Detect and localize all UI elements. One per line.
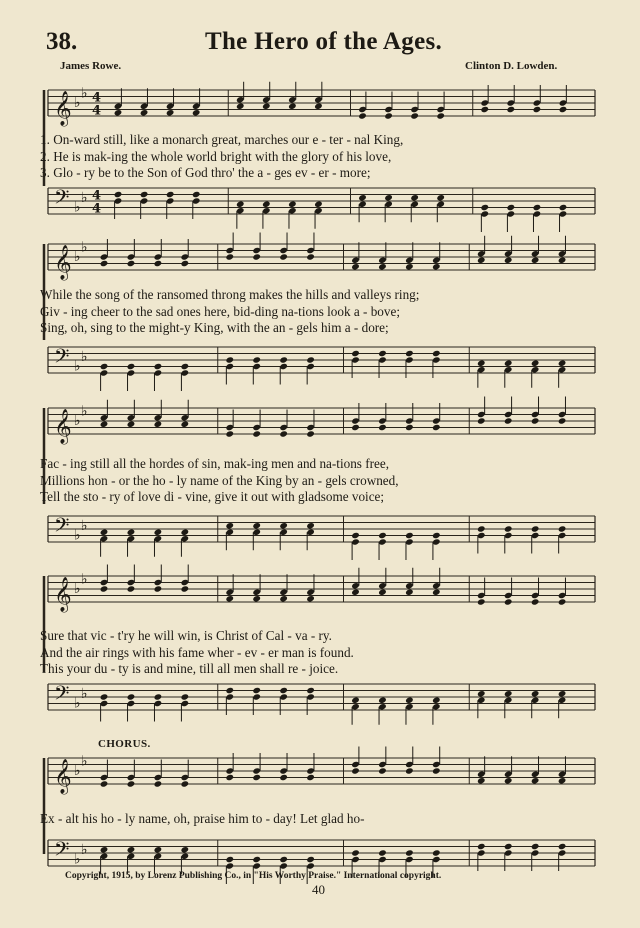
note-head (127, 846, 136, 853)
flat-icon: ♭ (74, 527, 81, 544)
note-head (279, 356, 288, 363)
note-head (279, 522, 288, 529)
bass-clef-icon: 𝄢 (54, 837, 70, 866)
note-head (279, 774, 288, 781)
note-head (384, 194, 393, 201)
note-head (504, 417, 513, 424)
note-head (181, 780, 190, 787)
note-head (127, 529, 136, 536)
note-head (100, 585, 109, 592)
note-head (477, 690, 486, 697)
note-head (477, 843, 486, 850)
note-head (504, 257, 513, 264)
note-head (410, 194, 419, 201)
flat-icon: ♭ (81, 403, 88, 420)
note-head (100, 846, 109, 853)
treble-staff-3 (40, 400, 600, 460)
notes (100, 397, 567, 438)
note-head (154, 260, 163, 267)
note-head (127, 363, 136, 370)
note-head (378, 767, 387, 774)
note-head (378, 532, 387, 539)
lyrics-block-3 (40, 456, 600, 506)
note-head (531, 417, 540, 424)
lyric-verse-1: Fac - ing still all the hordes of sin, mak-ing men and na-tions free, (40, 456, 390, 471)
note-head (477, 598, 486, 605)
note-head (252, 687, 261, 694)
note-head (504, 598, 513, 605)
treble-staff-4 (40, 568, 600, 628)
lyric-verse-3: Tell the sto - ry of love di - vine, give it out with gladsome voice; (40, 489, 385, 504)
bass-staff-5 (40, 832, 600, 872)
bass-staff-2 (40, 339, 600, 399)
note-head (225, 430, 234, 437)
note-head (279, 595, 288, 602)
lyric-verse-3: This your du - ty is and mine, till all men shall re - joice. (40, 661, 339, 676)
flat-icon: ♭ (81, 85, 88, 102)
note-head (279, 856, 288, 863)
note-head (114, 191, 123, 198)
lyric-chorus: Ex - alt his ho - ly name, oh, praise him to - day! Let glad ho- (40, 811, 365, 826)
note-head (181, 421, 190, 428)
flat-icon: ♭ (81, 348, 88, 365)
flat-icon: ♭ (74, 95, 81, 111)
note-head (558, 777, 567, 784)
note-head (114, 109, 123, 116)
bass-clef-icon: 𝄢 (54, 513, 70, 542)
flat-icon: ♭ (74, 763, 81, 779)
notes (100, 350, 567, 391)
time-signature: 4 (92, 90, 102, 106)
note-head (480, 204, 489, 211)
copyright-notice: Copyright, 1915, by Lorenz Publishing Co., in "His Worthy Praise." International copyright. (65, 871, 442, 881)
note-head (351, 350, 360, 357)
note-head (252, 522, 261, 529)
note-head (154, 693, 163, 700)
treble-clef-icon: 𝄞 (54, 409, 72, 444)
lyrics-block-5 (40, 811, 600, 828)
note-head (432, 697, 441, 704)
note-head (306, 856, 315, 863)
note-head (351, 767, 360, 774)
note-head (306, 595, 315, 602)
hymn-number: 38. (46, 28, 78, 55)
note-head (405, 350, 414, 357)
note-head (192, 191, 201, 198)
note-head (378, 589, 387, 596)
note-head (504, 843, 513, 850)
note-head (432, 589, 441, 596)
note-head (154, 780, 163, 787)
note-head (531, 598, 540, 605)
note-head (351, 263, 360, 270)
note-head (154, 363, 163, 370)
note-head (477, 777, 486, 784)
flat-icon: ♭ (74, 249, 81, 265)
note-head (252, 430, 261, 437)
note-head (531, 690, 540, 697)
note-head (436, 194, 445, 201)
note-head (236, 103, 245, 110)
note-head (100, 693, 109, 700)
note-head (252, 356, 261, 363)
note-head (531, 843, 540, 850)
note-head (262, 201, 271, 208)
note-head (558, 598, 567, 605)
note-head (252, 253, 261, 260)
note-head (558, 360, 567, 367)
bass-clef-icon: 𝄢 (54, 344, 70, 373)
lyrics-block-2 (40, 287, 600, 337)
lyric-verse-1: While the song of the ransomed throng makes the hills and valleys ring; (40, 287, 420, 302)
flat-icon: ♭ (74, 695, 81, 712)
note-head (384, 112, 393, 119)
flat-icon: ♭ (74, 851, 81, 868)
note-head (405, 767, 414, 774)
note-head (192, 109, 201, 116)
flat-icon: ♭ (74, 581, 81, 597)
note-head (154, 585, 163, 592)
note-head (558, 690, 567, 697)
note-head (504, 690, 513, 697)
note-head (559, 106, 568, 113)
lyric-verse-1: 1. On-ward still, like a monarch great, marches our e - ter - nal King, (40, 132, 404, 147)
note-head (225, 595, 234, 602)
notes (100, 747, 567, 788)
note-head (504, 360, 513, 367)
note-head (100, 780, 109, 787)
note-head (166, 109, 175, 116)
flat-icon: ♭ (81, 239, 88, 256)
notes (100, 522, 567, 560)
note-head (154, 846, 163, 853)
lyrics-block-1 (40, 132, 600, 182)
lyric-verse-2: And the air rings with his fame wher - ev - er man is found. (40, 644, 354, 660)
time-signature: 4 (92, 103, 102, 119)
note-head (558, 525, 567, 532)
lyric-verse-2: Giv - ing cheer to the sad ones here, bid-ding na-tions look a - bove; (40, 303, 400, 319)
note-head (154, 529, 163, 536)
note-head (351, 424, 360, 431)
note-head (432, 424, 441, 431)
note-head (507, 204, 516, 211)
note-head (181, 363, 190, 370)
note-head (378, 350, 387, 357)
staff-lines (48, 408, 595, 434)
note-head (100, 363, 109, 370)
note-head (225, 356, 234, 363)
note-head (358, 194, 367, 201)
treble-clef-icon: 𝄞 (54, 245, 72, 280)
note-head (477, 417, 486, 424)
note-head (378, 849, 387, 856)
note-head (405, 849, 414, 856)
note-head (405, 697, 414, 704)
note-head (405, 589, 414, 596)
hymn-title: The Hero of the Ages. (205, 28, 443, 55)
note-head (480, 106, 489, 113)
treble-clef-icon: 𝄞 (54, 91, 72, 126)
flat-icon: ♭ (81, 685, 88, 702)
note-head (351, 849, 360, 856)
note-head (378, 697, 387, 704)
note-head (531, 525, 540, 532)
notes (100, 233, 567, 271)
note-head (225, 856, 234, 863)
treble-clef-icon: 𝄞 (54, 759, 72, 794)
note-head (558, 417, 567, 424)
note-head (306, 687, 315, 694)
note-head (225, 687, 234, 694)
lyrics-block-4 (40, 628, 600, 678)
note-head (181, 260, 190, 267)
note-head (306, 356, 315, 363)
note-head (225, 253, 234, 260)
note-head (558, 257, 567, 264)
note-head (405, 263, 414, 270)
staff-lines (48, 837, 595, 866)
treble-staff-5 (40, 750, 600, 810)
note-head (127, 585, 136, 592)
note-head (166, 191, 175, 198)
bass-staff-1 (40, 180, 600, 240)
note-head (314, 201, 323, 208)
lyric-verse-2: Millions hon - or the ho - ly name of the King by an - gels crowned, (40, 472, 399, 488)
note-head (181, 529, 190, 536)
note-head (351, 697, 360, 704)
note-head (432, 350, 441, 357)
note-head (127, 693, 136, 700)
note-head (252, 856, 261, 863)
note-head (432, 849, 441, 856)
note-head (306, 253, 315, 260)
lyric-verse-3: Sing, oh, sing to the might-y King, with the an - gels him a - dore; (40, 320, 389, 335)
note-head (225, 774, 234, 781)
flat-icon: ♭ (74, 413, 81, 429)
note-head (436, 112, 445, 119)
note-head (477, 360, 486, 367)
treble-clef-icon: 𝄞 (54, 577, 72, 612)
note-head (140, 191, 149, 198)
lyric-verse-1: Sure that vic - t'ry he will win, is Christ of Cal - va - ry. (40, 628, 332, 643)
note-head (306, 430, 315, 437)
lyric-verse-3: 3. Glo - ry be to the Son of God thro' the a - ges ev - er - more; (40, 165, 371, 180)
lyric-verse-2: 2. He is mak-ing the whole world bright with the glory of his love, (40, 148, 392, 164)
note-head (127, 260, 136, 267)
note-head (558, 843, 567, 850)
notes (114, 82, 567, 120)
note-head (405, 532, 414, 539)
time-signature: 4 (92, 188, 102, 204)
notes (114, 191, 567, 232)
note-head (477, 257, 486, 264)
note-head (279, 430, 288, 437)
flat-icon: ♭ (81, 571, 88, 588)
note-head (351, 532, 360, 539)
note-head (432, 767, 441, 774)
note-head (504, 777, 513, 784)
note-head (100, 260, 109, 267)
bass-clef-icon: 𝄢 (54, 681, 70, 710)
note-head (181, 693, 190, 700)
note-head (181, 846, 190, 853)
note-head (358, 112, 367, 119)
note-head (405, 424, 414, 431)
flat-icon: ♭ (81, 189, 88, 206)
note-head (432, 263, 441, 270)
note-head (100, 421, 109, 428)
note-head (100, 529, 109, 536)
note-head (127, 780, 136, 787)
note-head (154, 421, 163, 428)
note-head (181, 585, 190, 592)
note-head (378, 424, 387, 431)
flat-icon: ♭ (81, 753, 88, 770)
notes (100, 687, 567, 725)
note-head (127, 421, 136, 428)
note-head (306, 774, 315, 781)
note-head (306, 522, 315, 529)
composer-credit: Clinton D. Lowden. (465, 60, 558, 72)
notes (100, 565, 567, 606)
note-head (531, 257, 540, 264)
bass-staff-3 (40, 508, 600, 568)
note-head (236, 201, 245, 208)
note-head (531, 777, 540, 784)
note-head (533, 106, 542, 113)
note-head (559, 204, 568, 211)
note-head (477, 525, 486, 532)
note-head (314, 103, 323, 110)
note-head (378, 263, 387, 270)
note-head (533, 204, 542, 211)
note-head (507, 106, 516, 113)
note-head (288, 201, 297, 208)
note-head (288, 103, 297, 110)
chorus-label: CHORUS. (98, 738, 151, 750)
note-head (252, 595, 261, 602)
note-head (252, 774, 261, 781)
time-signature: 4 (92, 201, 102, 217)
bass-clef-icon: 𝄢 (54, 185, 70, 214)
note-head (504, 525, 513, 532)
flat-icon: ♭ (81, 517, 88, 534)
flat-icon: ♭ (74, 358, 81, 375)
flat-icon: ♭ (74, 199, 81, 216)
note-head (432, 532, 441, 539)
bass-staff-4 (40, 676, 600, 736)
note-head (531, 360, 540, 367)
note-head (410, 112, 419, 119)
note-head (351, 589, 360, 596)
note-head (262, 103, 271, 110)
note-head (140, 109, 149, 116)
note-head (279, 687, 288, 694)
note-head (279, 253, 288, 260)
note-head (225, 522, 234, 529)
page-number: 40 (312, 882, 325, 897)
flat-icon: ♭ (81, 841, 88, 858)
lyricist-credit: James Rowe. (60, 60, 122, 72)
